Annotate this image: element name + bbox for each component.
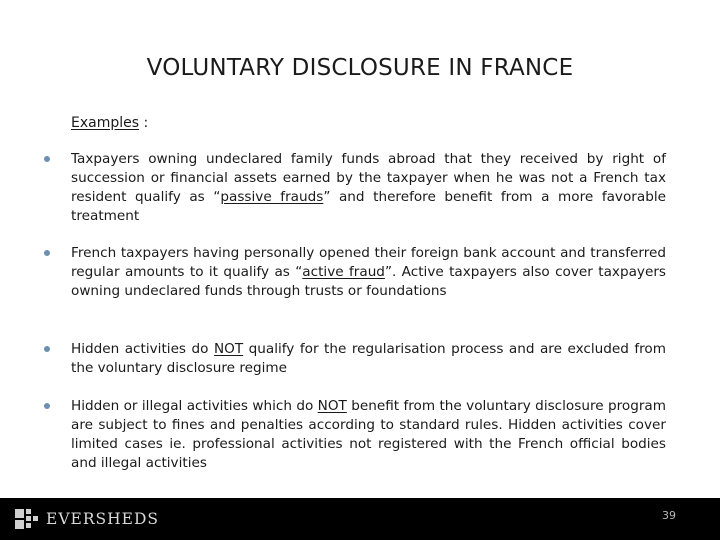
bullet-dot-icon [44,156,50,162]
page-number: 39 [662,509,676,522]
bullet-text-pre: Hidden activities do [71,341,214,357]
bullet-text-emphasis: active fraud [302,264,385,280]
bullet-text-emphasis: NOT [213,341,244,357]
bullet-text-post: benefit from the voluntary disclosure program are subject to fines and penalties according to standard rules. Hidden activities cover limited cases ie. professional activities not registered with the French official bodies and illegal activities [71,398,666,471]
bullet-text-post: ” and therefore benefit from a more favorable treatment [71,189,666,224]
bullet-text-pre: French taxpayers having personally opened their foreign bank account and transferred regular amounts to it qualify as “ [71,245,666,280]
bullet-text [71,150,666,226]
footer-bar [0,498,720,540]
bullet-dot-icon [44,403,50,409]
examples-label: Examples [71,115,140,131]
bullet-dot-icon [44,346,50,352]
examples-heading [71,115,148,131]
bullet-text-emphasis: NOT [317,398,347,414]
bullet-dot-icon [44,250,50,256]
bullet-text-emphasis: passive frauds [220,189,324,205]
bullet-text-post: qualify for the regularisation process and are excluded from the voluntary disclosure regime [71,341,666,376]
bullet-text [71,244,666,301]
eversheds-logo-icon [14,507,40,531]
bullet-text-post: ”. Active taxpayers also cover taxpayers owning undeclared funds through trusts or foundations [71,264,666,299]
examples-suffix: : [139,115,149,131]
bullet-text-pre: Taxpayers owning undeclared family funds abroad that they received by right of succession or financial assets earned by the taxpayer when he was not a French tax resident qualify as “ [71,151,666,205]
bullet-text [71,397,666,473]
company-logo [14,507,159,531]
logo-text: EVERSHEDS [46,510,159,528]
bullet-text [71,340,666,378]
slide-title: VOLUNTARY DISCLOSURE IN FRANCE [146,55,574,81]
bullet-text-pre: Hidden or illegal activities which do [71,398,318,414]
